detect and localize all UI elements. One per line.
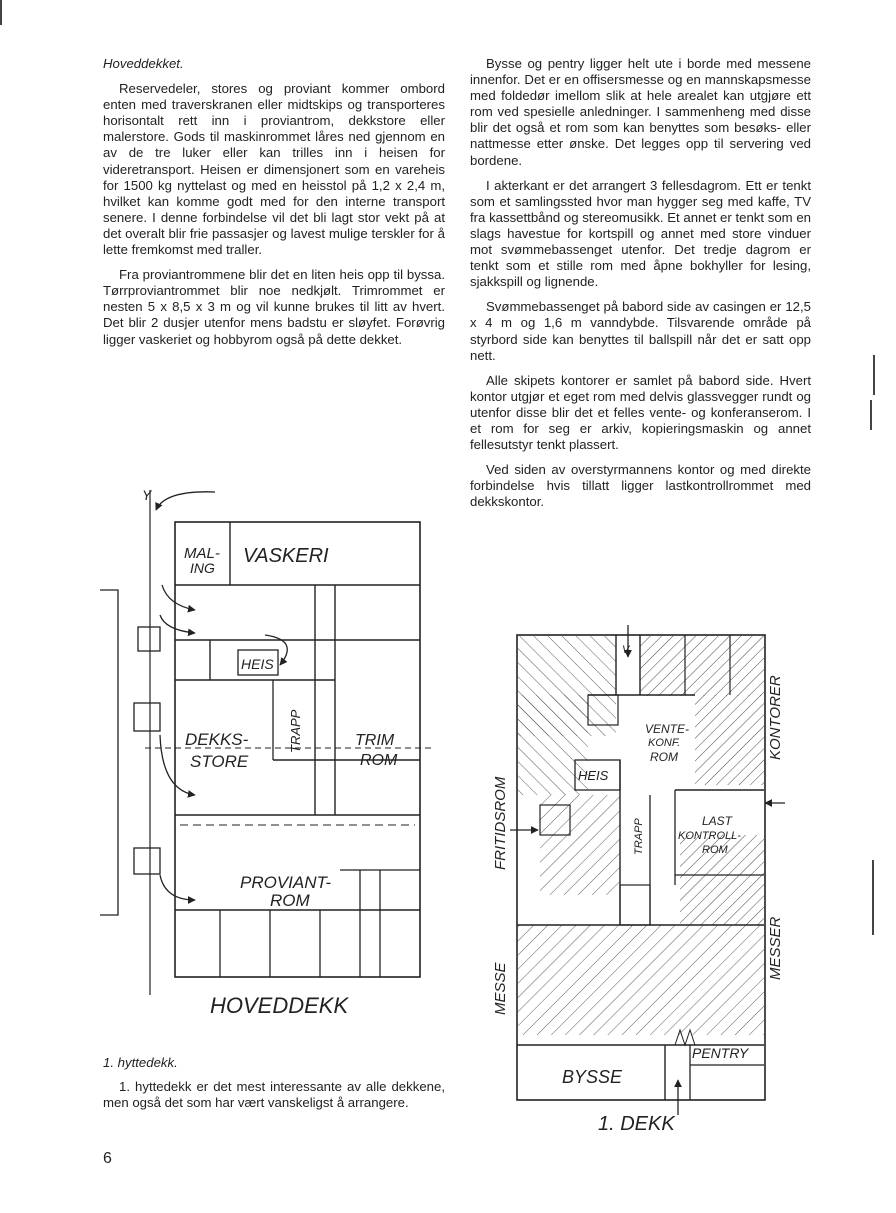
scan-edge-mark [870, 400, 872, 430]
label-maling: MAL- [184, 545, 220, 562]
label-messe: MESSE [492, 962, 509, 1015]
svg-text:ROM: ROM [270, 891, 310, 910]
page-number: 6 [103, 1150, 112, 1167]
scan-edge-mark [872, 860, 874, 935]
svg-text:ING: ING [190, 560, 215, 576]
label-proviantrom: PROVIANT- [240, 873, 332, 892]
hyttedekk-section [103, 1055, 445, 1111]
label-vaskeri: VASKERI [243, 545, 329, 567]
scan-edge-mark [873, 355, 875, 395]
section-heading-hyttedekk: 1. hyttedekk. [103, 1055, 178, 1070]
label-v: V [622, 644, 630, 656]
svg-text:STORE: STORE [190, 752, 249, 771]
paragraph: Bysse og pentry ligger helt ute i borde med messene innenfor. Det er en offisersmesse og en mannskapsmesse med foldedør imellom slik at hele arealet kan utgjøre ett rom ved spesielle anledninger. I sammenheng med disse blir det også et rom som kan benyttes som besøks- eller nattmesse etter ønske. Det legges opp til servering ved bordene. [470, 56, 811, 168]
label-trapp: TRAPP [633, 818, 645, 855]
right-text-column [470, 56, 811, 519]
paragraph: 1. hyttedekk er det mest interessante av alle dekkene, men også det som har vært vanskeligst å arrangere. [103, 1079, 445, 1111]
label-messer: MESSER [767, 916, 784, 980]
label-trapp: TRAPP [288, 709, 303, 753]
label-pentry: PENTRY [692, 1045, 749, 1061]
svg-text:Y: Y [142, 487, 152, 503]
paragraph: Ved siden av overstyrmannens kontor og med direkte forbindelse hvis tillatt ligger lastkontrollrommet med dekkskontor. [470, 462, 811, 510]
label-lastkontrollrom: LAST [702, 814, 733, 828]
paragraph: Fra proviantrommene blir det en liten heis opp til byssa. Tørrproviantrommet blir noe nedkjølt. Trimrommet er nesten 5 x 8,5 x 3 m og vil kunne brukes til litt av hvert. Det blir 2 dusjer utenfor mens badstu er sløyfet. Forøvrig ligger vaskeriet og hobbyrom også på dette dekket. [103, 267, 445, 347]
label-vente-konf-rom: VENTE- [645, 722, 690, 736]
left-text-column [103, 56, 445, 357]
scan-edge-mark [0, 0, 2, 25]
label-kontorer: KONTORER [767, 675, 784, 760]
hoveddekk-floor-plan [90, 470, 450, 1030]
label-heis: HEIS [578, 768, 609, 783]
label-heis: HEIS [241, 656, 274, 672]
label-bysse: BYSSE [562, 1067, 623, 1087]
dekk1-floor-plan [480, 625, 800, 1135]
svg-text:ROM: ROM [702, 844, 728, 856]
section-heading-hoveddekket: Hoveddekket. [103, 56, 184, 71]
plan-title-1-dekk: 1. DEKK [598, 1113, 675, 1135]
paragraph: Svømmebassenget på babord side av casingen er 12,5 x 4 m og 1,6 m vanndybde. Tilsvarende område på styrbord side kan benyttes til ballspill når det er satt opp nett. [470, 299, 811, 363]
plan-title-hoveddekk: HOVEDDEKK [210, 993, 349, 1018]
svg-text:KONTROLL-: KONTROLL- [678, 830, 741, 842]
label-fritidsrom: FRITIDSROM [492, 776, 509, 870]
label-trimrom: TRIM [355, 732, 395, 749]
svg-text:ROM: ROM [650, 750, 678, 764]
paragraph: Reservedeler, stores og proviant kommer ombord enten med traverskranen eller midtskips og transporteres horisontalt rett inn i proviantrom, dekkstore eller malerstore. Gods til maskinrommet låres ned gjennom en av de tre luker eller kan trilles inn i heisen for videretransport. Heisen er dimensjonert som en vareheis for 1500 kg nyttelast og med en heisstol på 1,2 x 2,4 m, hvilket kan komme godt med for den interne transport senere. I denne forbindelse vil det bli lagt stor vekt på at det overalt blir frie passasjer og lavest mulige terskler for å lette fremkomst med traller. [103, 81, 445, 258]
svg-text:ROM: ROM [360, 752, 398, 769]
svg-text:KONF.: KONF. [648, 737, 681, 749]
label-dekksstore: DEKKS- [185, 730, 249, 749]
paragraph: Alle skipets kontorer er samlet på babord side. Hvert kontor utgjør et eget rom med delvis glassvegger rundt og utenfor disse blir det et felles vente- og konferanserom. I et rom for seg er arkiv, kopieringsmaskin og annet fellesutstyr tenkt plassert. [470, 372, 811, 453]
paragraph: I akterkant er det arrangert 3 fellesdagrom. Ett er tenkt som et samlingssted hvor man hygger seg med kaffe, TV fra kassettbånd og stereomusikk. Et annet er tenkt som en slags havestue for kortspill og annet med store vinduer mot svømmebassenget utenfor. Det tredje dagrom er tenkt som et stille rom med åpne bokhyller for lesing, sjakkspill og lignende. [470, 177, 811, 290]
